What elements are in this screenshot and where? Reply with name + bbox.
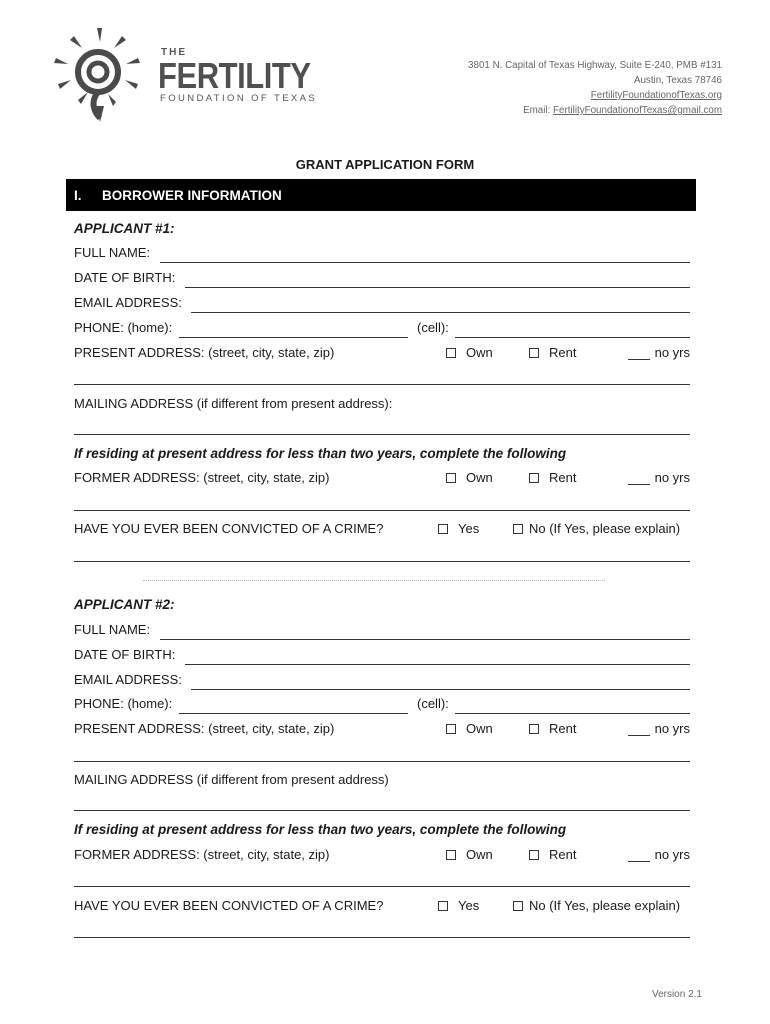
applicant-1-phone-row — [74, 320, 690, 338]
applicant-2-former-address-row — [74, 847, 690, 865]
own-label: Own — [466, 847, 493, 862]
years-field[interactable] — [628, 847, 690, 862]
checkbox-icon — [446, 473, 456, 483]
rent-checkbox[interactable] — [529, 847, 576, 862]
yes-label: Yes — [458, 521, 480, 536]
email-line — [468, 103, 722, 118]
checkbox-icon — [513, 524, 523, 534]
no-label: No (If Yes, please explain) — [529, 898, 681, 913]
years-blank — [628, 359, 650, 360]
present-address-label: PRESENT ADDRESS: (street, city, state, zip) — [74, 345, 335, 360]
sun-spiral-icon — [50, 28, 150, 124]
applicant-2-full-name-row — [74, 622, 690, 640]
mailing-address-line[interactable] — [74, 434, 690, 435]
rent-label: Rent — [549, 345, 577, 360]
logo-subtitle: FOUNDATION OF TEXAS — [160, 93, 318, 104]
email-label: EMAIL ADDRESS: — [74, 295, 182, 310]
years-blank — [628, 735, 650, 736]
address-line-1: 3801 N. Capital of Texas Highway, Suite E-240, PMB #131 — [468, 60, 722, 71]
version-label: Version 2.1 — [651, 989, 702, 1000]
checkbox-icon — [529, 348, 539, 358]
phone-cell-field[interactable] — [455, 713, 690, 714]
rent-checkbox[interactable] — [529, 470, 576, 485]
checkbox-icon — [529, 473, 539, 483]
former-address-label: FORMER ADDRESS: (street, city, state, zip) — [74, 847, 330, 862]
dob-field[interactable] — [185, 664, 690, 665]
yes-label: Yes — [458, 898, 480, 913]
own-label: Own — [466, 721, 493, 736]
own-label: Own — [466, 470, 493, 485]
crime-explain-line[interactable] — [74, 561, 690, 562]
full-name-field[interactable] — [160, 639, 690, 640]
applicant-1-crime-row — [74, 521, 690, 539]
years-label: no yrs — [654, 847, 690, 862]
phone-cell-field[interactable] — [455, 337, 690, 338]
no-label: No (If Yes, please explain) — [529, 521, 681, 536]
checkbox-icon — [438, 901, 448, 911]
contact-address — [468, 58, 722, 118]
checkbox-icon — [529, 724, 539, 734]
applicant-1-mailing-row — [74, 396, 690, 414]
applicant-2-phone-row — [74, 696, 690, 714]
years-field[interactable] — [628, 721, 690, 736]
email-field[interactable] — [191, 312, 690, 313]
applicant-1-former-address-row — [74, 470, 690, 488]
former-address-line[interactable] — [74, 886, 690, 887]
phone-cell-label: (cell): — [417, 320, 449, 335]
checkbox-icon — [446, 348, 456, 358]
logo-the: THE — [161, 47, 187, 58]
mailing-address-line[interactable] — [74, 810, 690, 811]
applicant-2-email-row — [74, 672, 690, 690]
applicant-1-heading: APPLICANT #1: — [74, 221, 175, 236]
crime-question-label: HAVE YOU EVER BEEN CONVICTED OF A CRIME? — [74, 521, 384, 536]
dob-field[interactable] — [185, 287, 690, 288]
phone-home-field[interactable] — [179, 713, 408, 714]
years-field[interactable] — [628, 470, 690, 485]
logo-name: FERTILITY — [158, 55, 311, 96]
yes-checkbox[interactable] — [438, 898, 479, 913]
former-address-line[interactable] — [74, 510, 690, 511]
address-line-2: Austin, Texas 78746 — [633, 75, 722, 86]
residing-note: If residing at present address for less than two years, complete the following — [74, 822, 567, 837]
years-label: no yrs — [654, 470, 690, 485]
phone-home-field[interactable] — [179, 337, 408, 338]
dob-label: DATE OF BIRTH: — [74, 647, 176, 662]
crime-explain-line[interactable] — [74, 937, 690, 938]
form-title: GRANT APPLICATION FORM — [295, 157, 475, 172]
rent-label: Rent — [549, 847, 577, 862]
applicant-2-dob-row — [74, 647, 690, 665]
years-label: no yrs — [654, 721, 690, 736]
section-header — [66, 179, 696, 211]
applicant-1-full-name-row — [74, 245, 690, 263]
checkbox-icon — [513, 901, 523, 911]
residing-note: If residing at present address for less than two years, complete the following — [74, 446, 567, 461]
website-link[interactable]: FertilityFoundationofTexas.org — [590, 90, 722, 101]
years-blank — [628, 861, 650, 862]
email-label: Email: — [523, 105, 554, 116]
checkbox-icon — [446, 850, 456, 860]
years-field[interactable] — [628, 345, 690, 360]
years-label: no yrs — [654, 345, 690, 360]
mailing-address-label: MAILING ADDRESS (if different from present address) — [74, 772, 389, 787]
applicant-2-heading: APPLICANT #2: — [74, 597, 175, 612]
mailing-address-label: MAILING ADDRESS (if different from present address): — [74, 396, 393, 411]
dob-label: DATE OF BIRTH: — [74, 270, 176, 285]
applicant-2-mailing-row — [74, 772, 690, 790]
applicant-separator — [143, 580, 605, 581]
no-checkbox[interactable] — [513, 898, 680, 913]
years-blank — [628, 484, 650, 485]
applicant-2-present-address-row — [74, 721, 690, 739]
section-title: BORROWER INFORMATION — [102, 188, 282, 203]
phone-home-label: PHONE: (home): — [74, 696, 173, 711]
full-name-label: FULL NAME: — [74, 245, 151, 260]
email-label: EMAIL ADDRESS: — [74, 672, 182, 687]
own-checkbox[interactable] — [446, 721, 493, 736]
full-name-field[interactable] — [160, 262, 690, 263]
rent-checkbox[interactable] — [529, 721, 576, 736]
no-checkbox[interactable] — [513, 521, 680, 536]
own-checkbox[interactable] — [446, 847, 493, 862]
applicant-1-email-row — [74, 295, 690, 313]
phone-home-label: PHONE: (home): — [74, 320, 173, 335]
own-checkbox[interactable] — [446, 345, 493, 360]
present-address-label: PRESENT ADDRESS: (street, city, state, zip) — [74, 721, 335, 736]
checkbox-icon — [438, 524, 448, 534]
yes-checkbox[interactable] — [438, 521, 479, 536]
crime-question-label: HAVE YOU EVER BEEN CONVICTED OF A CRIME? — [74, 898, 384, 913]
applicant-2-crime-row — [74, 898, 690, 916]
phone-cell-label: (cell): — [417, 696, 449, 711]
present-address-line[interactable] — [74, 384, 690, 385]
section-number: I. — [74, 188, 82, 203]
former-address-label: FORMER ADDRESS: (street, city, state, zip) — [74, 470, 330, 485]
applicant-1-dob-row — [74, 270, 690, 288]
own-label: Own — [466, 345, 493, 360]
applicant-1-present-address-row — [74, 345, 690, 363]
own-checkbox[interactable] — [446, 470, 493, 485]
checkbox-icon — [529, 850, 539, 860]
rent-label: Rent — [549, 721, 577, 736]
full-name-label: FULL NAME: — [74, 622, 151, 637]
present-address-line[interactable] — [74, 761, 690, 762]
checkbox-icon — [446, 724, 456, 734]
rent-label: Rent — [549, 470, 577, 485]
foundation-logo — [50, 28, 350, 124]
email-field[interactable] — [191, 689, 690, 690]
rent-checkbox[interactable] — [529, 345, 576, 360]
email-link[interactable]: FertilityFoundationofTexas@gmail.com — [553, 105, 722, 116]
